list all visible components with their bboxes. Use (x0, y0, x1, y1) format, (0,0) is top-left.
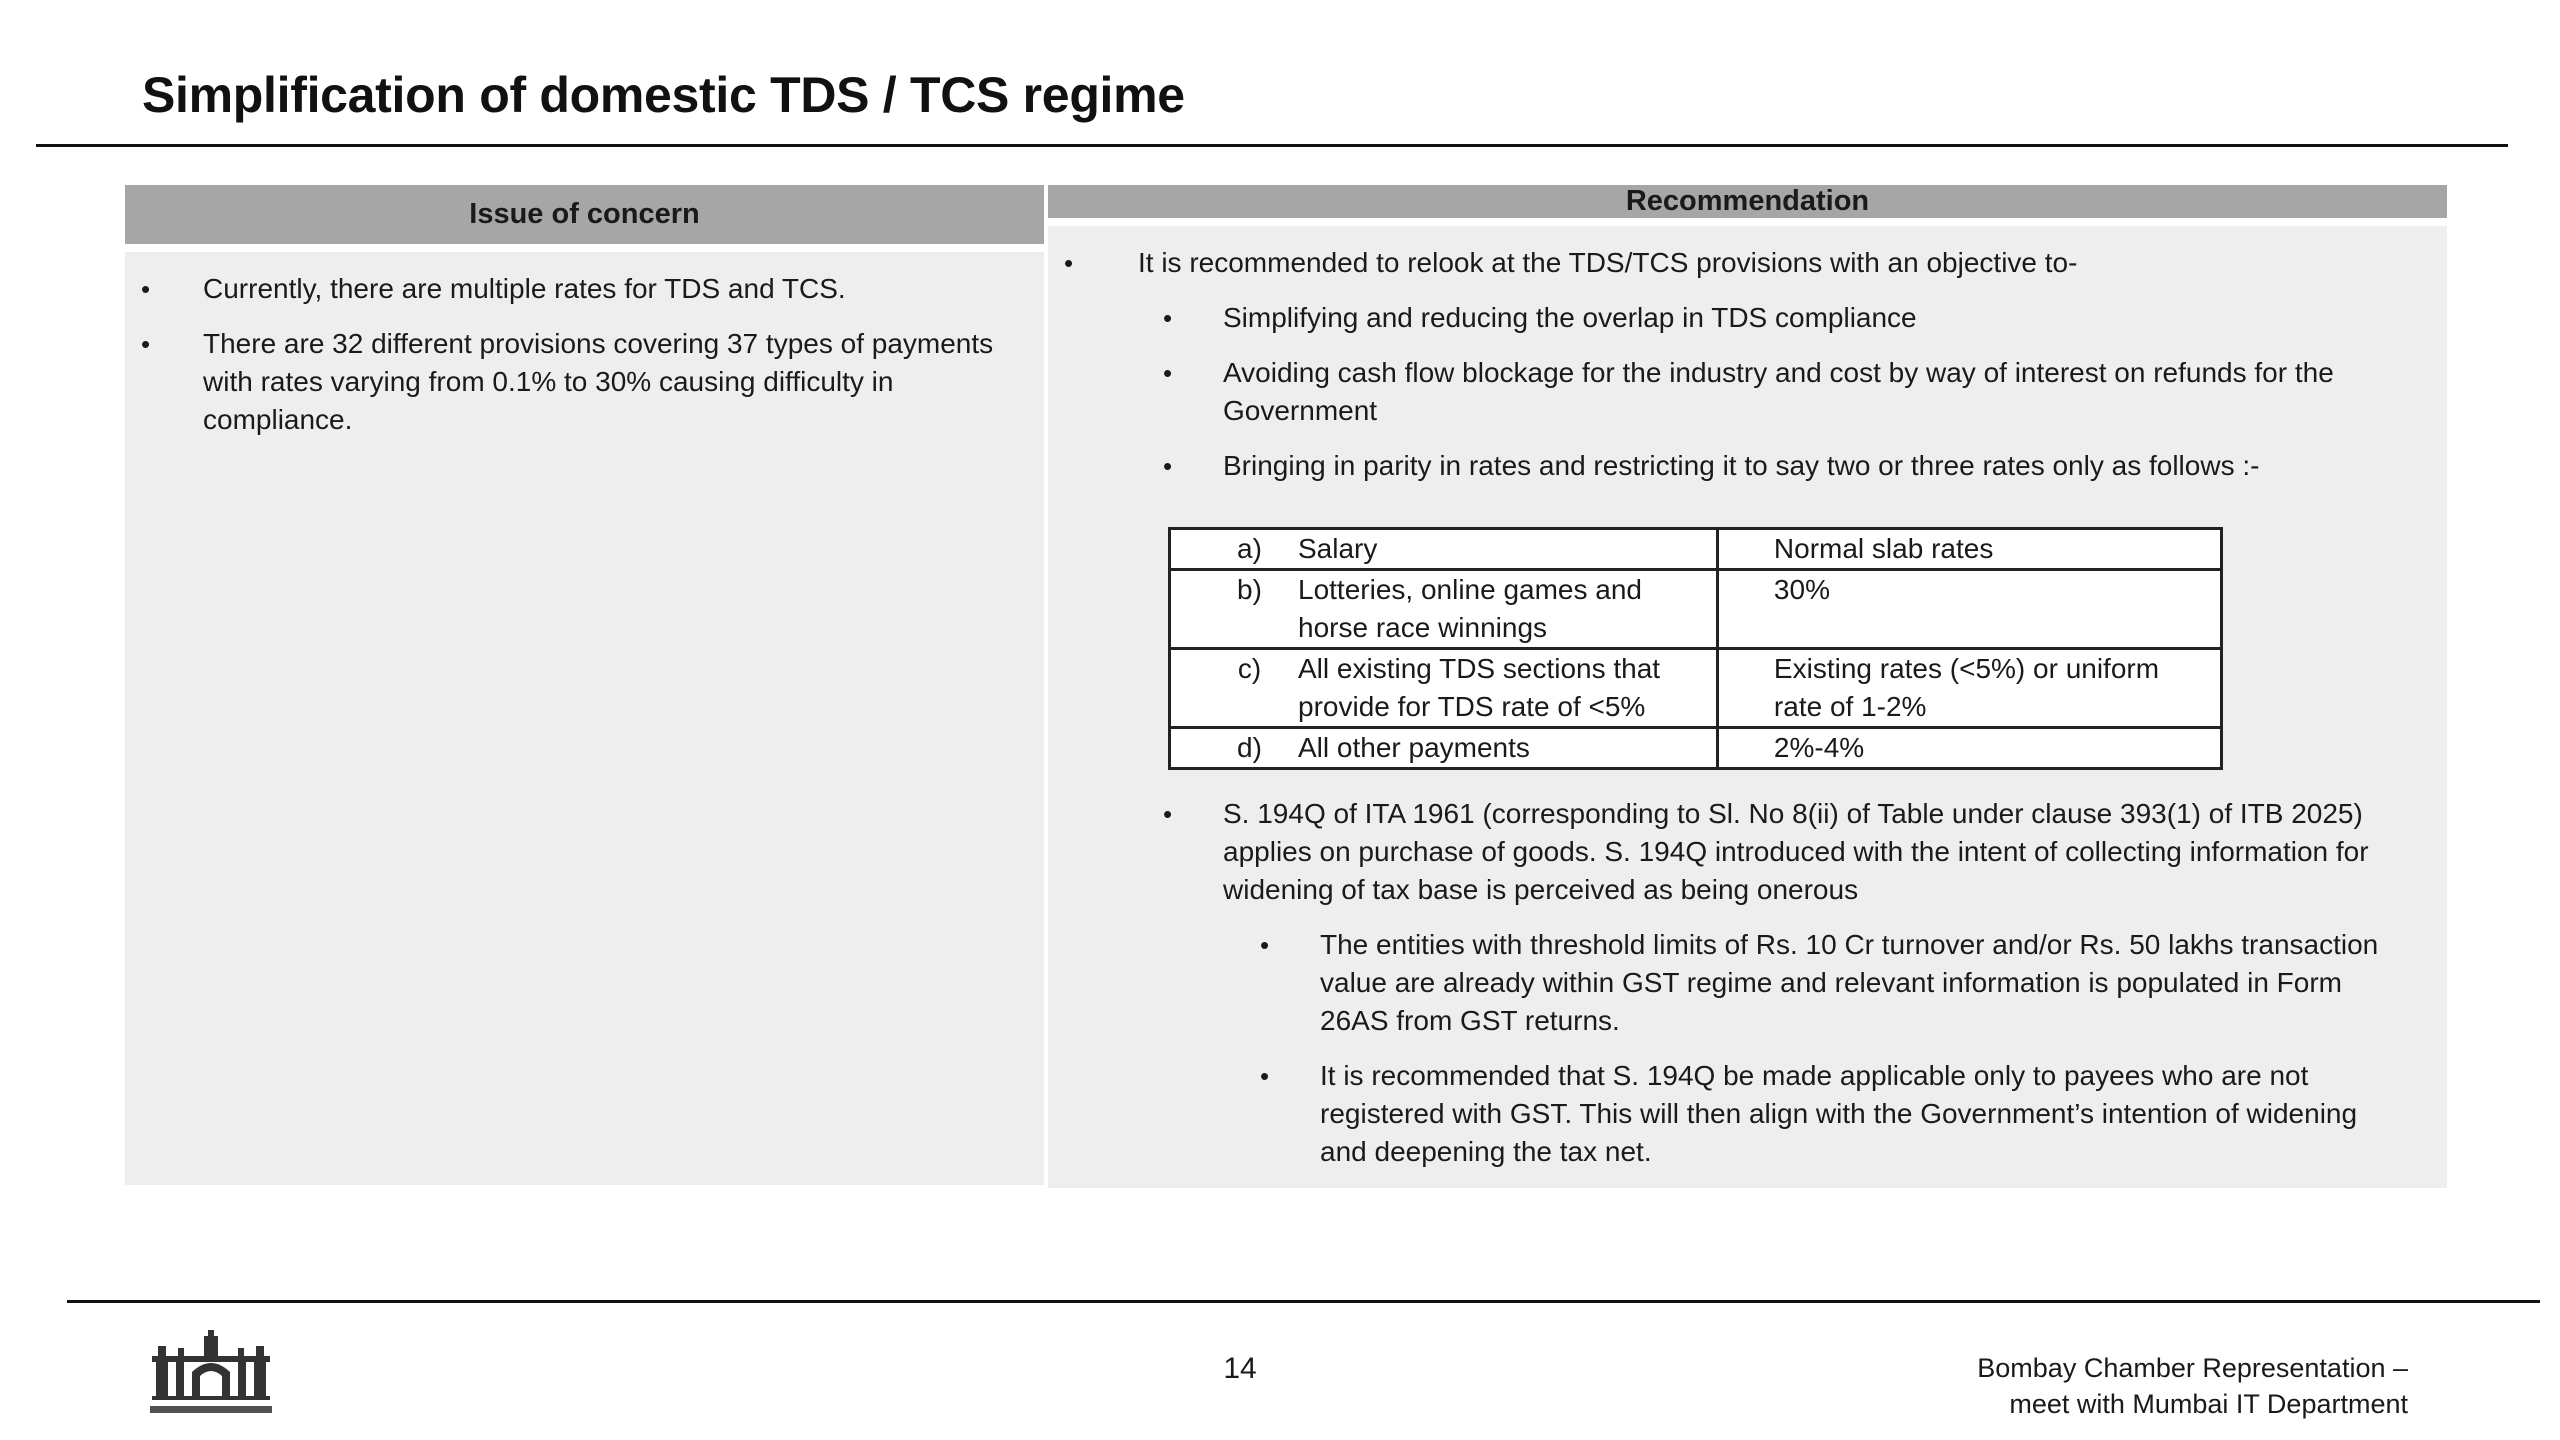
objective-item (1048, 299, 2447, 337)
bullet-icon: • (1163, 451, 1173, 481)
issue-text: Currently, there are multiple rates for TDS and TCS. (203, 273, 846, 304)
footer-note (1977, 1350, 2408, 1422)
rate-letter: b) (1237, 574, 1262, 605)
footer-note-line: meet with Mumbai IT Department (2009, 1389, 2408, 1419)
issue-header: Issue of concern (125, 185, 1044, 244)
bullet-icon: • (1163, 799, 1173, 829)
rate-letter: a) (1237, 533, 1262, 564)
objective-text: Bringing in parity in rates and restricting it to say two or three rates only as follows :- (1223, 450, 2260, 481)
recommendation-column (1048, 185, 2447, 1185)
rate-category: Salary (1298, 533, 1378, 564)
issue-item (125, 325, 1044, 439)
slide-title: Simplification of domestic TDS / TCS regime (142, 67, 1185, 123)
rate-letter: d) (1237, 732, 1262, 763)
s194q-point (1048, 926, 2419, 1040)
rate-letter: c) (1237, 653, 1262, 684)
issue-text: There are 32 different provisions covering 37 types of payments with rates varying from 0.1% to 30% causing difficulty in compliance. (203, 328, 994, 435)
rate-row (1170, 649, 2222, 728)
objective-item (1048, 447, 2447, 485)
rate-value: Normal slab rates (1717, 529, 2221, 570)
rate-row (1170, 529, 2222, 570)
rates-table-wrapper (1048, 527, 2447, 770)
s194q-point (1048, 1057, 2419, 1171)
rate-row (1170, 728, 2222, 769)
s194q-points (1223, 926, 2419, 1171)
rate-category: All existing TDS sections that provide for TDS rate of <5% (1298, 653, 1661, 722)
footer-divider (67, 1300, 2540, 1303)
page-number: 14 (1223, 1352, 1257, 1385)
rate-category: Lotteries, online games and horse race winnings (1298, 574, 1642, 643)
bullet-icon: • (141, 329, 151, 359)
objective-list (1048, 299, 2447, 485)
recommendation-intro: It is recommended to relook at the TDS/TCS provisions with an objective to- (1138, 247, 2078, 278)
s194q-point-text: It is recommended that S. 194Q be made applicable only to payees who are not registered with GST. This will then align with the Government’s intention of widening and deepening the tax net. (1320, 1060, 2358, 1167)
recommendation-header: Recommendation (1048, 185, 2447, 218)
bullet-icon: • (1163, 358, 1173, 388)
title-divider (36, 144, 2508, 147)
recommendation-item (1048, 244, 2447, 282)
s194q-text: S. 194Q of ITA 1961 (corresponding to Sl. No 8(ii) of Table under clause 393(1) of ITB 2025) applies on purchase of goods. S. 194Q introduced with the intent of collecting information for widening of tax base is perceived as being onerous (1223, 798, 2369, 905)
rate-value: Existing rates (<5%) or uniform rate of 1-2% (1717, 649, 2221, 728)
s194q-point-text: The entities with threshold limits of Rs. 10 Cr turnover and/or Rs. 50 lakhs transaction value are already within GST regime and relevant information is populated in Form 26AS from GST returns. (1320, 929, 2379, 1036)
footer-note-line: Bombay Chamber Representation – (1977, 1353, 2408, 1383)
rate-value: 30% (1717, 570, 2221, 649)
objective-item (1048, 354, 2447, 430)
bullet-icon: • (1260, 1061, 1270, 1091)
rate-value: 2%-4% (1717, 728, 2221, 769)
bombay-chamber-logo-icon (148, 1330, 274, 1420)
recommendation-body (1048, 226, 2447, 1188)
s194q-item (1048, 795, 2447, 1171)
issue-item (125, 270, 1044, 308)
bullet-icon: • (1064, 248, 1074, 278)
issue-list (125, 270, 1044, 439)
bullet-icon: • (1163, 303, 1173, 333)
recommendation-list (1048, 244, 2447, 282)
proposed-rates-table (1168, 527, 2223, 770)
issue-body (125, 252, 1044, 1185)
objective-text: Avoiding cash flow blockage for the industry and cost by way of interest on refunds for the Government (1223, 357, 2334, 426)
rate-row (1170, 570, 2222, 649)
bullet-icon: • (141, 274, 151, 304)
rate-category: All other payments (1298, 732, 1530, 763)
s194q-list (1048, 795, 2447, 1171)
concern-recommendation-table (125, 185, 2447, 1185)
objective-text: Simplifying and reducing the overlap in TDS compliance (1223, 302, 1917, 333)
issue-column (125, 185, 1044, 1185)
bullet-icon: • (1260, 930, 1270, 960)
